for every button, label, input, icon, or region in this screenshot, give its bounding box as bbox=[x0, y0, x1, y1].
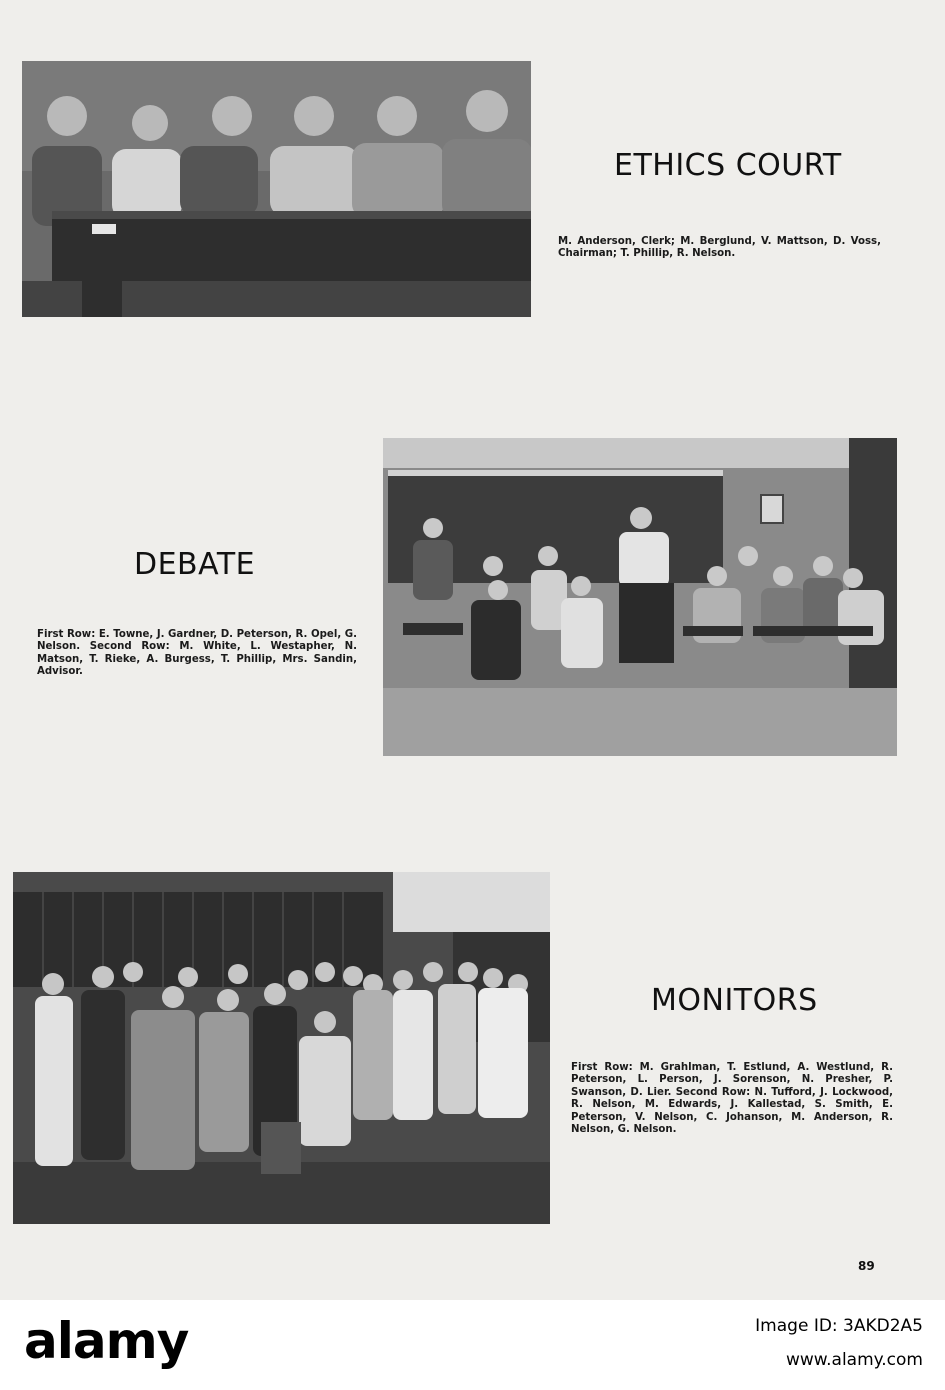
image-id-label: Image ID: 3AKD2A5 bbox=[755, 1316, 923, 1336]
site-url: www.alamy.com bbox=[785, 1350, 923, 1370]
monitors-caption: First Row: M. Grahlman, T. Estlund, A. Westlund, R. Peterson, L. Person, J. Sorenson, N. Presher, P. Swanson, D. Lier. Second Row: N. Tufford, J. Lockwood, R. Nelson, M. Edwards, J. Kallestad, S. Smith, E. Peterson, V. Nelson, C. Johanson, M. Anderson, R. Nelson, G. Nelson. bbox=[571, 1062, 893, 1136]
brand-wordmark: alamy bbox=[24, 1312, 189, 1370]
monitors-heading: MONITORS bbox=[651, 983, 818, 1018]
debate-heading: DEBATE bbox=[134, 547, 256, 582]
monitors-photo bbox=[13, 872, 550, 1224]
page-number: 89 bbox=[858, 1259, 875, 1273]
ethics-court-heading: ETHICS COURT bbox=[614, 148, 842, 183]
ethics-court-caption: M. Anderson, Clerk; M. Berglund, V. Mattson, D. Voss, Chairman; T. Phillip, R. Nelson. bbox=[558, 236, 881, 260]
ethics-court-photo bbox=[22, 61, 531, 317]
debate-caption: First Row: E. Towne, J. Gardner, D. Peterson, R. Opel, G. Nelson. Second Row: M. White, L. Westapher, N. Matson, T. Rieke, A. Burgess, T. Phillip, Mrs. Sandin, Advisor. bbox=[37, 629, 357, 678]
watermark-footer bbox=[0, 1300, 945, 1390]
debate-photo bbox=[383, 438, 897, 756]
